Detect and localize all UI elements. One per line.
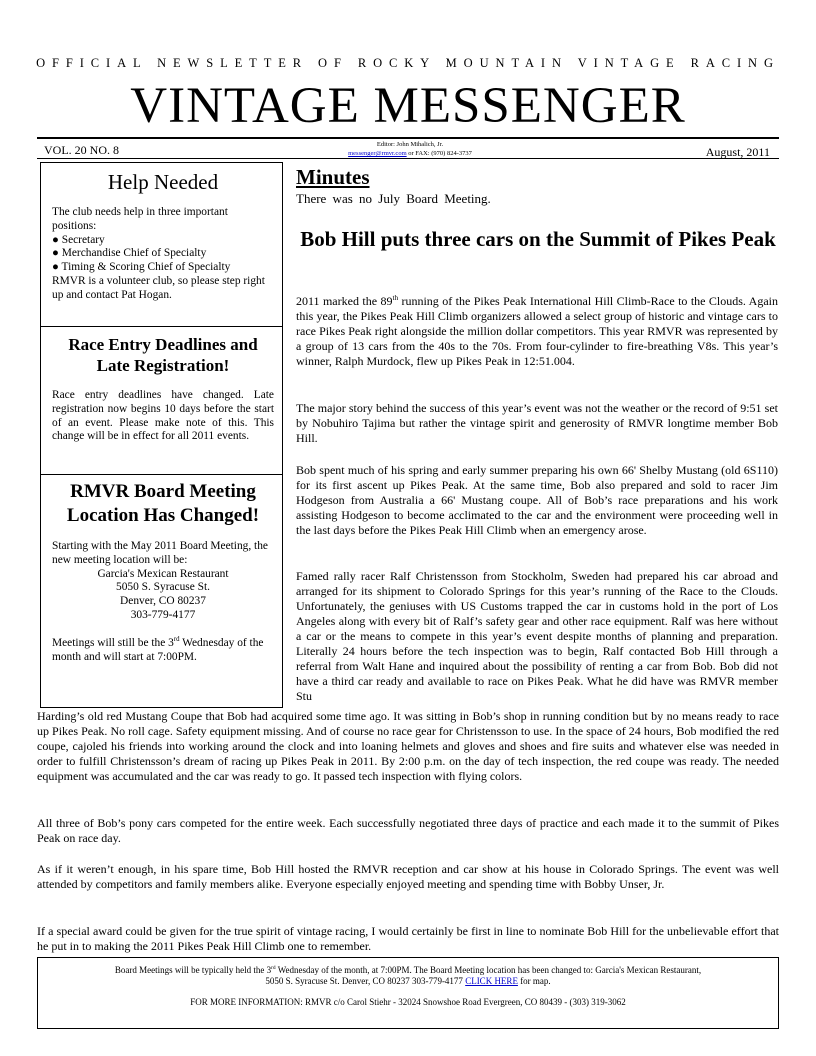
article-paragraph-continued: Harding’s old red Mustang Coupe that Bob had acquired some time ago. It was sitting in Bob’s shop in running condition but by no means ready to race up Pikes Peak. No roll cage. Safety equipment missing. And of course no race gear for Christensson to use. In the space of 24 hours, Bob modified the red coupe, cajoled his friends into working around the clock and into loaning helmets and gloves and shoes and fire suits and whatever else was needed in order to fulfill Christensson’s dream of racing up Pikes Peak in 2011. By 2:00 p.m. on the day of tech inspection, the red coupe was ready. The needed equipment was accumulated and the car was ready to go. It passed tech inspection with flying colors. <box>37 709 779 783</box>
editor-fax: or FAX: (970) 824-3737 <box>406 150 472 157</box>
header-rule-top <box>37 137 779 139</box>
newsletter-title: VINTAGE MESSENGER <box>130 78 686 134</box>
help-needed-outro: RMVR is a volunteer club, so please step right up and contact Pat Hogan. <box>52 274 265 301</box>
board-meeting-body <box>52 540 274 664</box>
help-item: ● Secretary <box>52 233 105 246</box>
address-line: 5050 S. Syracuse St. <box>116 581 210 594</box>
article-paragraph: The major story behind the success of this year’s event was not the weather or the record of 9:51 set by Nobuhiro Tajima but rather the vintage spirit and generosity of RMVR longtime member Bob Hill. <box>296 401 778 445</box>
race-entry-section <box>41 326 282 473</box>
race-entry-body: Race entry deadlines have changed. Late registration now begins 10 days before the start of an event. Please make note of this. This change will be in effect for all 2011 events. <box>52 389 274 443</box>
help-item: ● Merchandise Chief of Specialty <box>52 247 207 260</box>
board-meeting-intro: Starting with the May 2011 Board Meeting, the new meeting location will be: <box>52 540 268 566</box>
header-rule-bottom <box>37 158 779 159</box>
address-line: Garcia's Mexican Restaurant <box>97 567 229 580</box>
help-needed-body <box>52 206 274 303</box>
board-meeting-section <box>41 474 282 707</box>
volume-number: VOL. 20 NO. 8 <box>44 143 119 157</box>
article-paragraph: 2011 marked the 89th running of the Pikes Peak International Hill Climb-Race to the Clouds. Again this year, the Pikes Peak Hill Climb organizers allowed a select group of historic and vintage cars to race Pikes Peak right alongside the million dollar competitors. This year RMVR was represented by a group of 13 cars from the 40s to the 70s. From four-cylinder to fire-breathing V8s. This year’s winner, Ralph Murdock, flew up Pikes Peak in 12:51.004. <box>296 294 778 368</box>
footer-address-line: 5050 S. Syracuse St. Denver, CO 80237 303-779-4177 CLICK HERE for map. <box>265 976 551 986</box>
board-meeting-heading: RMVR Board Meeting Location Has Changed! <box>66 481 260 526</box>
help-item: ● Timing & Scoring Chief of Specialty <box>52 261 231 274</box>
race-entry-heading: Race Entry Deadlines and Late Registration! <box>68 335 258 375</box>
help-needed-heading: Help Needed <box>107 170 219 194</box>
help-needed-section <box>41 169 282 325</box>
board-meeting-note: Meetings will still be the 3rd Wednesday of the month and will start at 7:00PM. <box>52 635 264 663</box>
address-line: 303-779-4177 <box>130 608 196 621</box>
article-paragraph: As if it weren’t enough, in his spare time, Bob Hill hosted the RMVR reception and car show at his house in Colorado Springs. The event was well attended by competitors and family members alike. Everyone especially enjoyed meeting and spending time with Bobby Unser, Jr. <box>37 862 779 891</box>
footer-info-line: FOR MORE INFORMATION: RMVR c/o Carol Stiehr - 32024 Snowshoe Road Evergreen, CO 80439 - (303) 319-3062 <box>190 997 626 1007</box>
editor-contact <box>290 149 530 158</box>
minutes-heading: Minutes <box>296 165 370 189</box>
sidebar <box>40 162 283 708</box>
issue-date: August, 2011 <box>705 145 770 159</box>
minutes-text: There was no July Board Meeting. <box>296 191 491 206</box>
editor-name: Editor: John Mihalich, Jr. <box>376 141 444 148</box>
editor-email-link[interactable]: messenger@rmvr.com <box>348 150 407 157</box>
meeting-address <box>52 568 274 623</box>
map-link[interactable]: CLICK HERE <box>465 976 518 986</box>
address-line: Denver, CO 80237 <box>120 595 206 608</box>
editor-info <box>290 140 530 158</box>
help-needed-intro: The club needs help in three important positions: <box>52 206 228 232</box>
newsletter-tagline: OFFICIAL NEWSLETTER OF ROCKY MOUNTAIN VINTAGE RACING <box>36 56 780 70</box>
footer-box <box>37 957 779 1029</box>
article-paragraph: If a special award could be given for the true spirit of vintage racing, I would certainly be first in line to nominate Bob Hill for the unbelievable effort that he put in to making the 2011 Pikes Peak Hill Climb one to remember. <box>37 924 779 953</box>
article-paragraph: Famed rally racer Ralf Christensson from Stockholm, Sweden had prepared his car abroad and arranged for its shipment to Colorado Springs for this year’s running of the Race to the Clouds. Unfortunately, the geniuses with US Customs trapped the car in customs hold in the port of Los Angeles along with every bit of Ralf’s safety gear and other race equipment. Ralf was here without a car or the means to compete in this year’s event despite months of planning and preparation. Literally 24 hours before the tech inspection was to begin, Ralf contacted Bob Hill through a referral from Walt Hane and inquired about the possibility of renting a car from Bob. Bob did not have a third car ready and available to race on Pikes Peak. What he did have was RMVR member Stu <box>296 569 778 703</box>
article-paragraph: All three of Bob’s pony cars competed for the entire week. Each successfully negotiated three days of practice and each made it to the summit of Pikes Peak on race day. <box>37 816 779 845</box>
article-paragraph: Bob spent much of his spring and early summer preparing his own 66' Shelby Mustang (old 6S110) for its first ascent up Pikes Peak. At the same time, Bob also prepared and sold to racer Jim Hodgeson from Australia a 66' Mustang coupe. All of Bob’s race preparations and his work assisting Hodgeson to become acclimated to the car and the environment were proceeding well in the last days before the Pikes Peak Hill Climb when an emergency arose. <box>296 463 778 537</box>
footer-meeting-line: Board Meetings will be typically held the 3rd Wednesday of the month, at 7:00PM. The Board Meeting location has been changed to: Garcia's Mexican Restaurant, <box>114 965 702 975</box>
article-headline: Bob Hill puts three cars on the Summit of Pikes Peak <box>300 227 776 251</box>
